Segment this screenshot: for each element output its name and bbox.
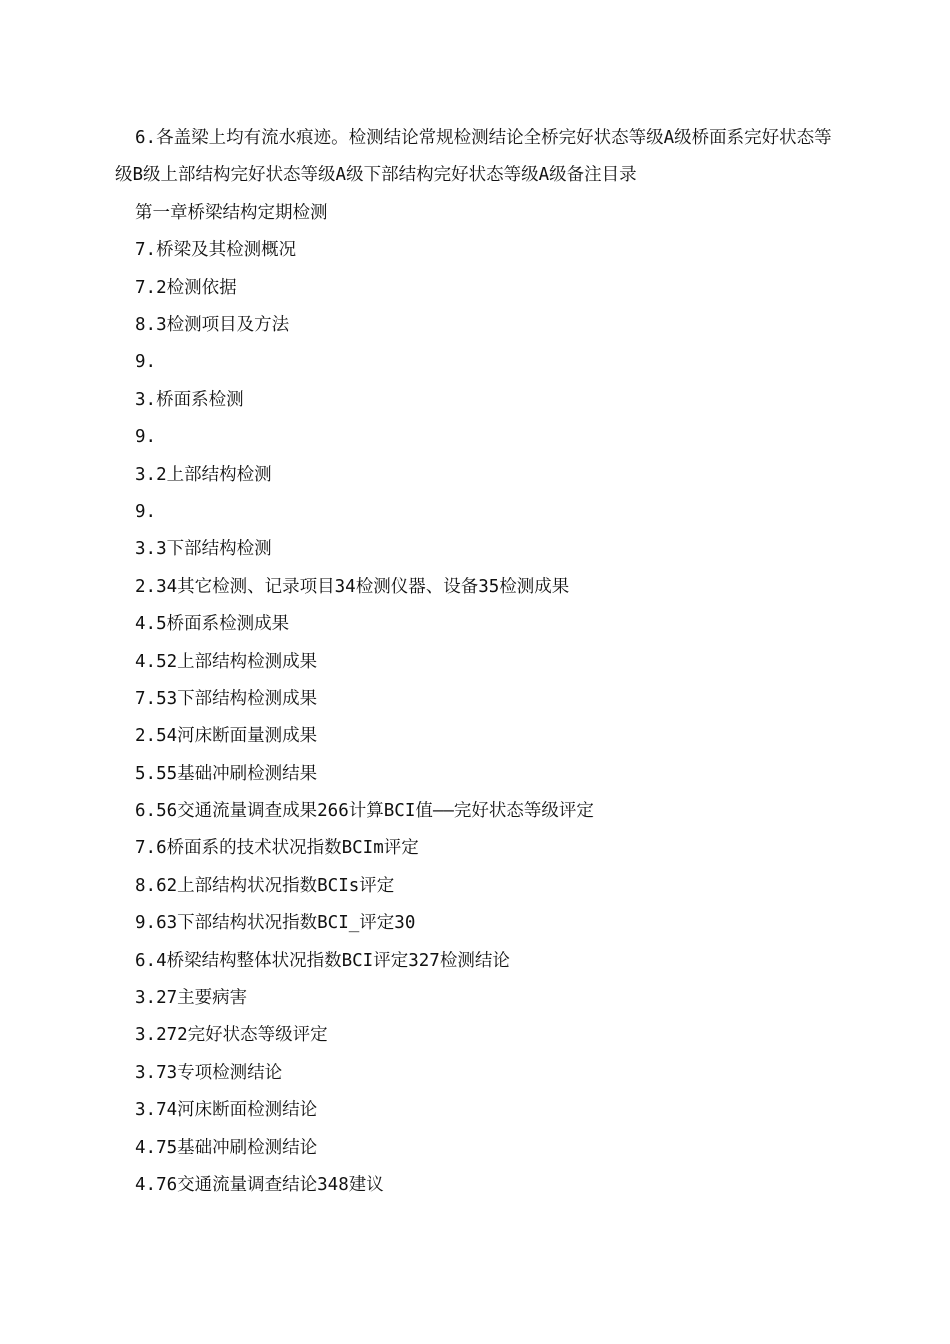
toc-line: 3.27主要病害 [135, 988, 248, 1009]
toc-line: 3.73专项检测结论 [135, 1062, 283, 1083]
toc-line: 6.4桥梁结构整体状况指数BCI评定327检测结论 [135, 950, 510, 971]
toc-line: 3.74河床断面检测结论 [135, 1100, 318, 1121]
table-of-contents [115, 195, 845, 1205]
toc-line: 4.75基础冲刷检测结论 [135, 1137, 318, 1158]
toc-line: 5.55基础冲刷检测结果 [135, 763, 318, 784]
document-body [115, 120, 845, 1204]
toc-line: 8.3检测项目及方法 [135, 314, 290, 335]
toc-line: 2.34其它检测、记录项目34检测仪器、设备35检测成果 [135, 576, 570, 597]
toc-line: 3.272完好状态等级评定 [135, 1025, 328, 1046]
toc-line: 2.54河床断面量测成果 [135, 726, 318, 747]
toc-line: 8.62上部结构状况指数BCIs评定 [135, 875, 395, 896]
toc-line: 9. [135, 501, 157, 522]
toc-line: 3.3下部结构检测 [135, 539, 272, 560]
toc-line: 4.5桥面系检测成果 [135, 614, 290, 635]
toc-line: 7.6桥面系的技术状况指数BCIm评定 [135, 838, 419, 859]
toc-line: 7.53下部结构检测成果 [135, 688, 318, 709]
toc-line: 9.63下部结构状况指数BCI_评定30 [135, 913, 416, 934]
toc-line: 6.56交通流量调查成果266计算BCI值——完好状态等级评定 [135, 801, 594, 822]
toc-line: 3.2上部结构检测 [135, 464, 272, 485]
intro-paragraph: 6.各盖梁上均有流水痕迹。检测结论常规检测结论全桥完好状态等级A级桥面系完好状态等级B级上部结构完好状态等级A级下部结构完好状态等级A级备注目录 [115, 128, 832, 186]
toc-line: 3.桥面系检测 [135, 389, 244, 410]
toc-line: 9. [135, 427, 157, 448]
toc-line: 4.52上部结构检测成果 [135, 651, 318, 672]
toc-line: 7.2检测依据 [135, 277, 237, 298]
toc-line: 第一章桥梁结构定期检测 [135, 202, 328, 223]
toc-line: 9. [135, 352, 157, 373]
toc-line: 4.76交通流量调查结论348建议 [135, 1174, 384, 1195]
toc-line: 7.桥梁及其检测概况 [135, 240, 297, 261]
